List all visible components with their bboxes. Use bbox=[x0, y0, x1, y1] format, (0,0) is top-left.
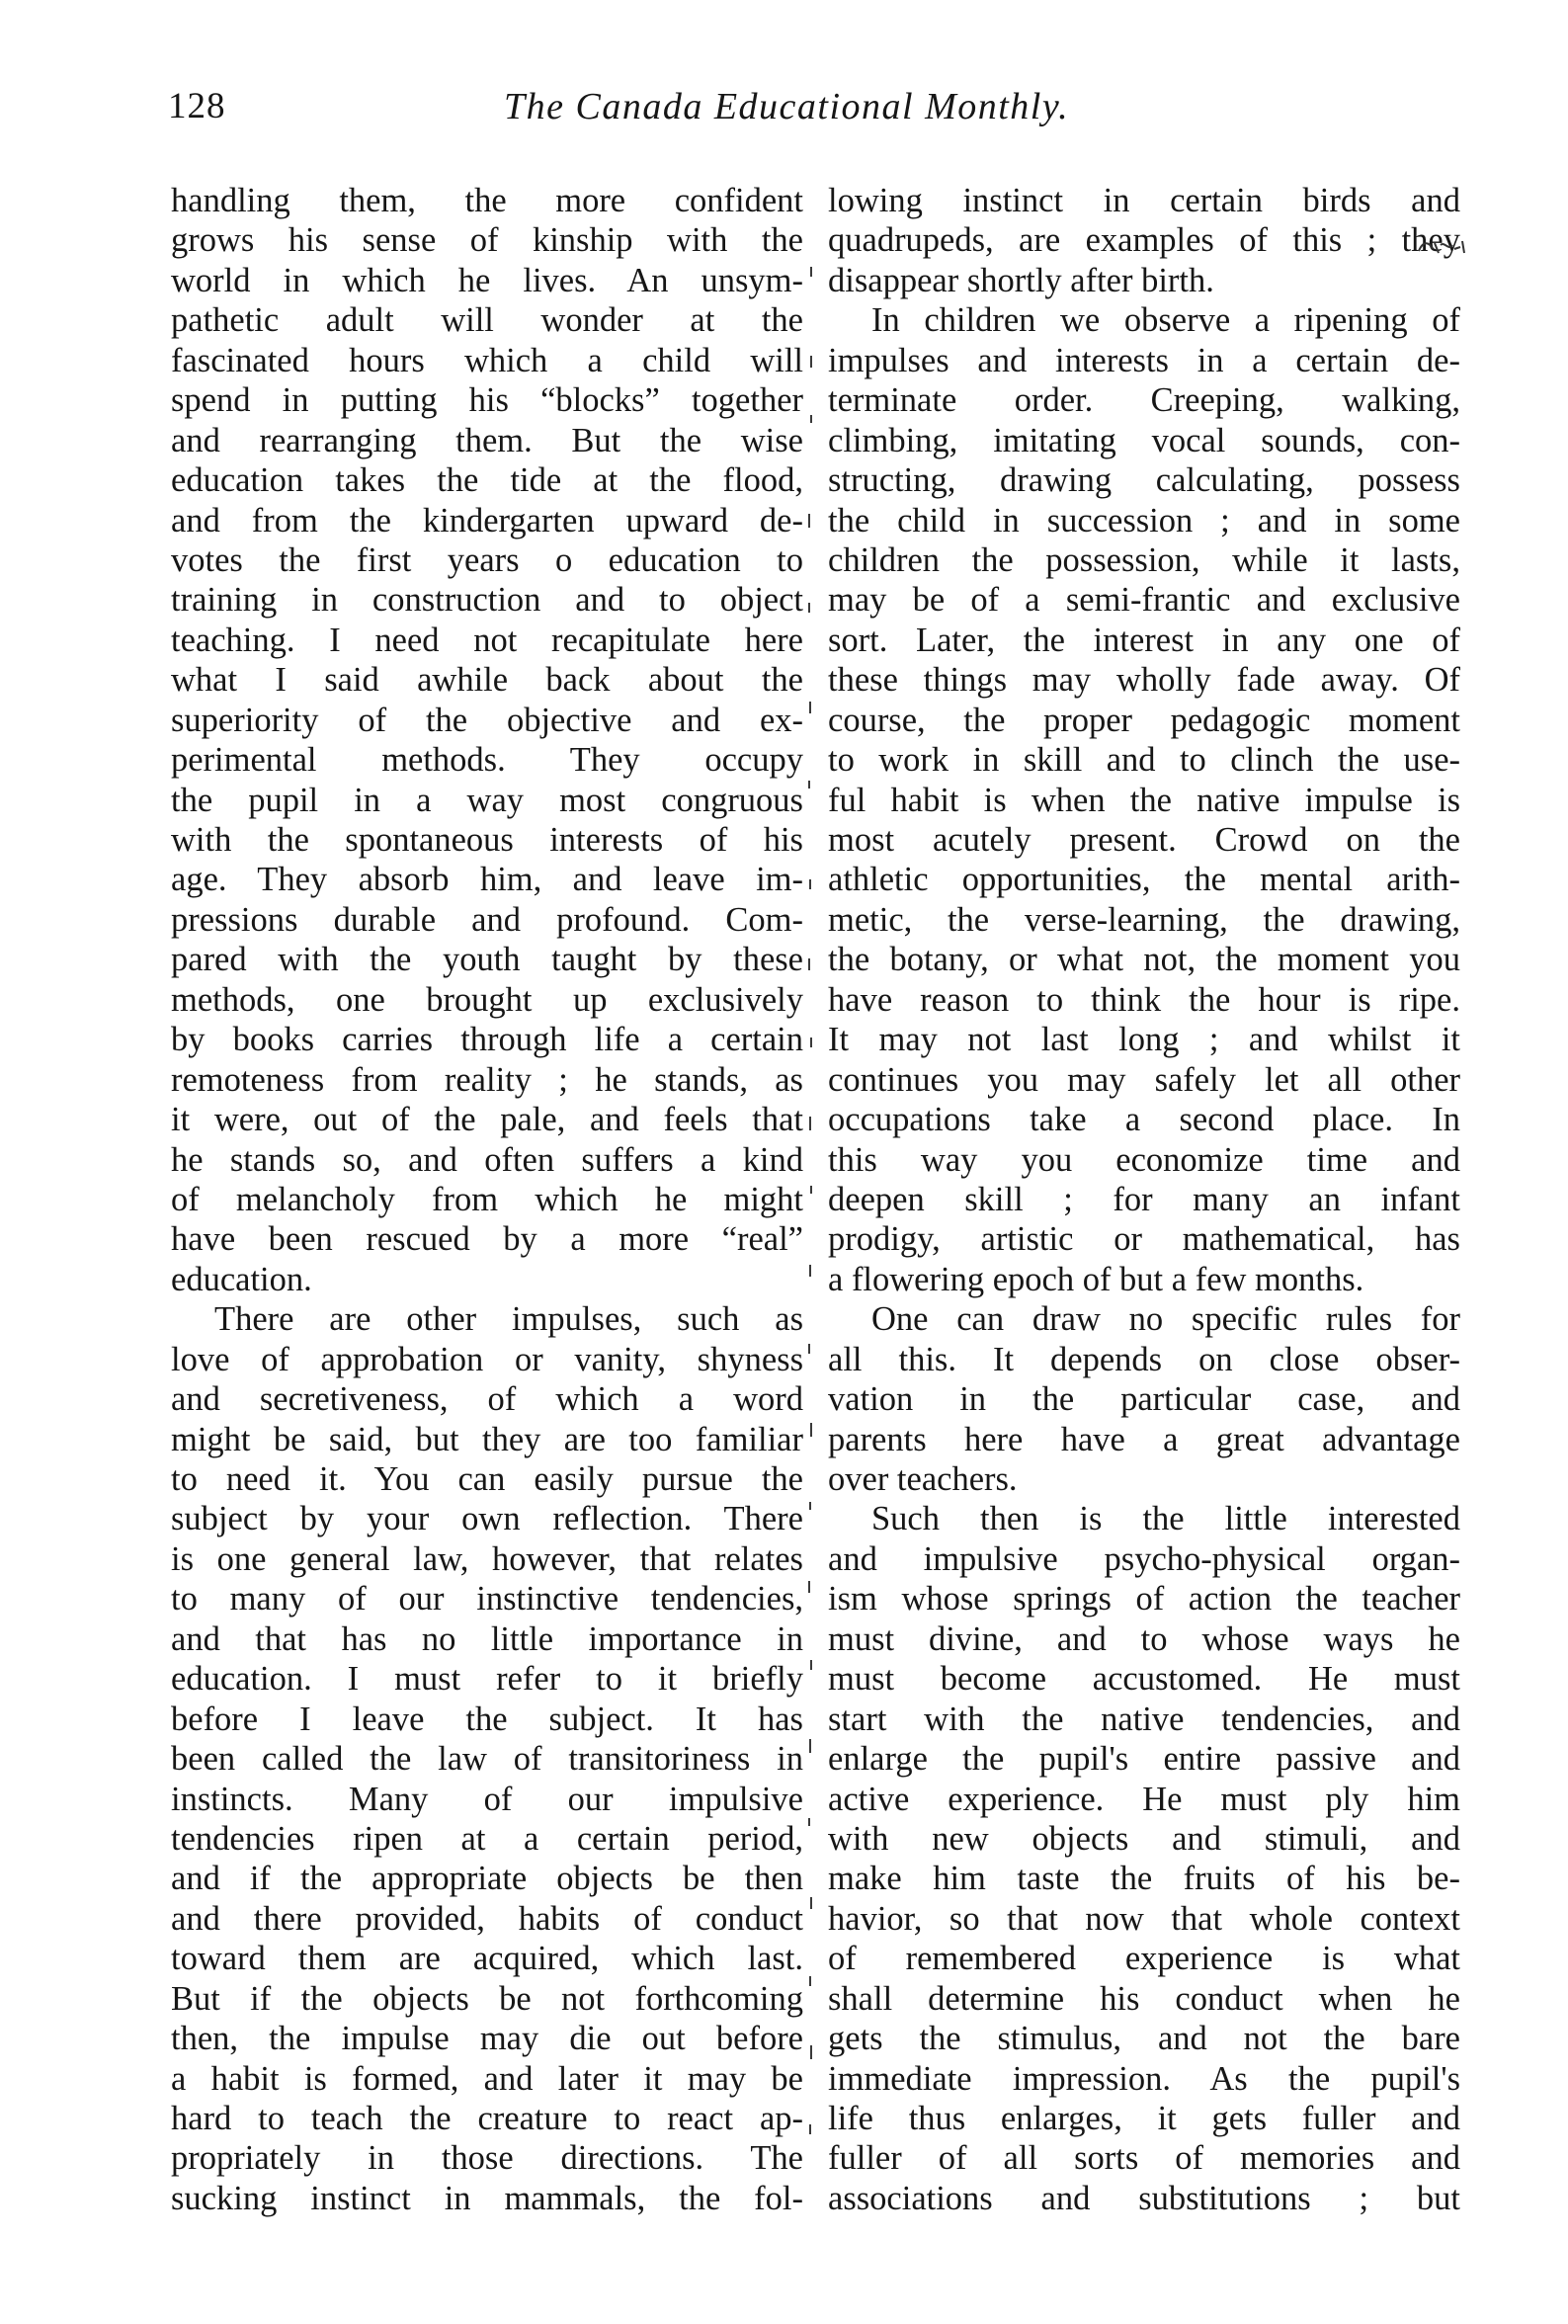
right-column-line: One can draw no specific rules for bbox=[871, 1300, 1460, 1339]
right-column-line: fuller of all sorts of memories and bbox=[828, 2139, 1460, 2178]
right-column-line: structing, drawing calculating, possess bbox=[828, 461, 1460, 500]
right-column-line: over teachers. bbox=[828, 1460, 1018, 1498]
right-column-line: In children we observe a ripening of bbox=[871, 301, 1460, 340]
gutter-tick bbox=[809, 1117, 811, 1130]
left-column-line: superiority of the objective and ex- bbox=[171, 701, 803, 739]
left-column-line: is one general law, however, that relates bbox=[171, 1539, 803, 1578]
right-column-line: and impulsive psycho-physical organ- bbox=[828, 1539, 1460, 1578]
right-column-line: metic, the verse-learning, the drawing, bbox=[828, 900, 1460, 939]
left-column-line: There are other impulses, such as bbox=[214, 1300, 803, 1339]
right-column-line: enlarge the pupil's entire passive and bbox=[828, 1740, 1460, 1779]
left-column-line: education takes the tide at the flood, bbox=[171, 461, 803, 500]
right-column-line: vation in the particular case, and bbox=[828, 1380, 1460, 1419]
gutter-tick bbox=[808, 1581, 810, 1593]
left-column-line: and if the appropriate objects be then bbox=[171, 1860, 803, 1898]
right-column-line: the botany, or what not, the moment you bbox=[828, 941, 1460, 979]
left-column-line: he stands so, and often suffers a kind bbox=[171, 1140, 803, 1179]
right-column-line: prodigy, artistic or mathematical, has bbox=[828, 1220, 1460, 1259]
left-column-line: and from the kindergarten upward de- bbox=[171, 501, 803, 540]
left-column-line: and rearranging them. But the wise bbox=[171, 421, 803, 459]
ink-smudge-mark bbox=[1415, 237, 1466, 257]
right-column-line: of remembered experience is what bbox=[828, 1940, 1460, 1978]
left-column-line: subject by your own reflection. There bbox=[171, 1500, 803, 1538]
left-column-line: perimental methods. They occupy bbox=[171, 741, 803, 780]
gutter-tick bbox=[809, 1502, 811, 1510]
gutter-tick bbox=[810, 267, 812, 277]
right-column-line: life thus enlarges, it gets fuller and bbox=[828, 2100, 1460, 2137]
right-column-line: this way you economize time and bbox=[828, 1140, 1460, 1179]
left-column-line: pressions durable and profound. Com- bbox=[171, 900, 803, 939]
left-column-line: to need it. You can easily pursue the bbox=[171, 1460, 803, 1498]
left-column-line: grows his sense of kinship with the bbox=[171, 221, 803, 260]
page-number: 128 bbox=[168, 86, 226, 126]
gutter-tick bbox=[810, 415, 812, 423]
gutter-tick bbox=[808, 1818, 810, 1826]
left-column-line: training in construction and to object bbox=[171, 581, 803, 620]
right-column-line: impulses and interests in a certain de- bbox=[828, 341, 1460, 379]
right-column-line: to work in skill and to clinch the use- bbox=[828, 741, 1460, 780]
gutter-tick bbox=[809, 1265, 811, 1277]
right-column-line: havior, so that now that whole context bbox=[828, 1899, 1460, 1938]
right-column-line: a flowering epoch of but a few months. bbox=[828, 1260, 1364, 1298]
left-column-line: hard to teach the creature to react ap- bbox=[171, 2100, 803, 2137]
gutter-tick bbox=[810, 1186, 812, 1194]
running-header bbox=[168, 87, 1472, 146]
gutter-tick bbox=[808, 958, 810, 970]
left-column-line: by books carries through life a certain bbox=[171, 1021, 803, 1059]
right-column-line: must divine, and to whose ways he bbox=[828, 1619, 1460, 1658]
right-column-line: shall determine his conduct when he bbox=[828, 1979, 1460, 2018]
gutter-tick bbox=[810, 1038, 812, 1047]
right-column-line: sort. Later, the interest in any one of bbox=[828, 621, 1460, 659]
gutter-tick bbox=[809, 879, 811, 889]
left-column-line: of melancholy from which he might bbox=[171, 1180, 803, 1218]
left-column-line: been called the law of transitoriness in bbox=[171, 1740, 803, 1779]
right-column-line: may be of a semi-frantic and exclusive bbox=[828, 581, 1460, 620]
left-column-line: a habit is formed, and later it may be bbox=[171, 2059, 803, 2098]
right-column-line: these things may wholly fade away. Of bbox=[828, 661, 1460, 700]
right-column-line: all this. It depends on close obser- bbox=[828, 1340, 1460, 1378]
left-column-line: and that has no little importance in bbox=[171, 1619, 803, 1658]
right-text-column bbox=[828, 181, 1460, 2218]
right-column-line: active experience. He must ply him bbox=[828, 1780, 1460, 1818]
left-column-line: to many of our instinctive tendencies, bbox=[171, 1580, 803, 1618]
right-column-line: athletic opportunities, the mental arith- bbox=[828, 861, 1460, 899]
right-column-line: continues you may safely let all other bbox=[828, 1060, 1460, 1099]
gutter-tick bbox=[808, 781, 810, 788]
right-column-line: occupations take a second place. In bbox=[828, 1101, 1460, 1139]
left-column-line: toward them are acquired, which last. bbox=[171, 1940, 803, 1978]
left-column-line: education. bbox=[171, 1260, 312, 1298]
right-column-line: lowing instinct in certain birds and bbox=[828, 182, 1460, 219]
left-column-line: and secretiveness, of which a word bbox=[171, 1380, 803, 1419]
right-column-line: ism whose springs of action the teacher bbox=[828, 1580, 1460, 1618]
left-column-line: before I leave the subject. It has bbox=[171, 1700, 803, 1738]
gutter-tick bbox=[808, 514, 810, 528]
right-column-line: immediate impression. As the pupil's bbox=[828, 2059, 1460, 2098]
left-column-line: instincts. Many of our impulsive bbox=[171, 1780, 803, 1818]
gutter-tick bbox=[810, 1423, 812, 1437]
left-column-line: votes the first years o education to bbox=[171, 540, 803, 579]
right-column-line: start with the native tendencies, and bbox=[828, 1700, 1460, 1738]
left-column-line: and there provided, habits of conduct bbox=[171, 1899, 803, 1938]
left-column-line: But if the objects be not forthcoming bbox=[171, 1979, 803, 2018]
right-column-line: the child in succession ; and in some bbox=[828, 501, 1460, 540]
left-column-line: fascinated hours which a child will bbox=[171, 341, 803, 379]
column-gutter-marks bbox=[808, 188, 820, 2213]
left-column-line: with the spontaneous interests of his bbox=[171, 821, 803, 859]
right-column-line: most acutely present. Crowd on the bbox=[828, 821, 1460, 859]
right-column-line: terminate order. Creeping, walking, bbox=[828, 381, 1460, 420]
right-column-line: quadrupeds, are examples of this ; they bbox=[828, 221, 1460, 260]
right-column-line: associations and substitutions ; but bbox=[828, 2179, 1460, 2217]
left-column-line: education. I must refer to it briefly bbox=[171, 1660, 803, 1699]
left-column-line: then, the impulse may die out before bbox=[171, 2020, 803, 2058]
left-text-column bbox=[171, 181, 803, 2218]
left-column-line: pared with the youth taught by these bbox=[171, 941, 803, 979]
left-column-line: tendencies ripen at a certain period, bbox=[171, 1819, 803, 1858]
right-column-line: Such then is the little interested bbox=[871, 1500, 1460, 1538]
right-column-line: with new objects and stimuli, and bbox=[828, 1819, 1460, 1858]
left-column-line: pathetic adult will wonder at the bbox=[171, 301, 803, 340]
right-column-line: disappear shortly after birth. bbox=[828, 261, 1214, 299]
left-column-line: age. They absorb him, and leave im- bbox=[171, 861, 803, 899]
right-column-line: children the possession, while it lasts, bbox=[828, 540, 1460, 579]
gutter-tick bbox=[808, 1344, 810, 1354]
left-column-line: have been rescued by a more “real” bbox=[171, 1220, 803, 1259]
left-column-line: methods, one brought up exclusively bbox=[171, 980, 803, 1019]
right-column-line: course, the proper pedagogic moment bbox=[828, 701, 1460, 739]
left-column-line: spend in putting his “blocks” together bbox=[171, 381, 803, 420]
gutter-tick bbox=[808, 603, 810, 613]
left-column-line: propriately in those directions. The bbox=[171, 2139, 803, 2178]
left-column-line: might be said, but they are too familiar bbox=[171, 1420, 803, 1458]
right-column-line: must become accustomed. He must bbox=[828, 1660, 1460, 1699]
running-title: The Canada Educational Monthly. bbox=[504, 86, 1070, 127]
gutter-tick bbox=[809, 2124, 811, 2134]
left-column-line: it were, out of the pale, and feels that bbox=[171, 1101, 803, 1139]
gutter-tick bbox=[810, 356, 812, 368]
right-column-line: make him taste the fruits of his be- bbox=[828, 1860, 1460, 1898]
left-column-line: what I said awhile back about the bbox=[171, 661, 803, 700]
right-column-line: deepen skill ; for many an infant bbox=[828, 1180, 1460, 1218]
gutter-tick bbox=[810, 1897, 812, 1909]
right-column-line: gets the stimulus, and not the bare bbox=[828, 2020, 1460, 2058]
left-column-line: teaching. I need not recapitulate here bbox=[171, 621, 803, 659]
right-column-line: ful habit is when the native impulse is bbox=[828, 781, 1460, 819]
left-column-line: sucking instinct in mammals, the fol- bbox=[171, 2179, 803, 2217]
right-column-line: climbing, imitating vocal sounds, con- bbox=[828, 421, 1460, 459]
left-column-line: love of approbation or vanity, shyness bbox=[171, 1340, 803, 1378]
gutter-tick bbox=[809, 1976, 811, 1986]
right-column-line: have reason to think the hour is ripe. bbox=[828, 980, 1460, 1019]
gutter-tick bbox=[809, 1739, 811, 1753]
left-column-line: handling them, the more confident bbox=[171, 182, 803, 219]
gutter-tick bbox=[810, 1660, 812, 1670]
gutter-tick bbox=[810, 2045, 812, 2059]
left-column-line: the pupil in a way most congruous bbox=[171, 781, 803, 819]
left-column-line: world in which he lives. An unsym- bbox=[171, 261, 803, 299]
right-column-line: parents here have a great advantage bbox=[828, 1420, 1460, 1458]
right-column-line: It may not last long ; and whilst it bbox=[828, 1021, 1460, 1059]
left-column-line: remoteness from reality ; he stands, as bbox=[171, 1060, 803, 1099]
gutter-tick bbox=[809, 702, 811, 713]
